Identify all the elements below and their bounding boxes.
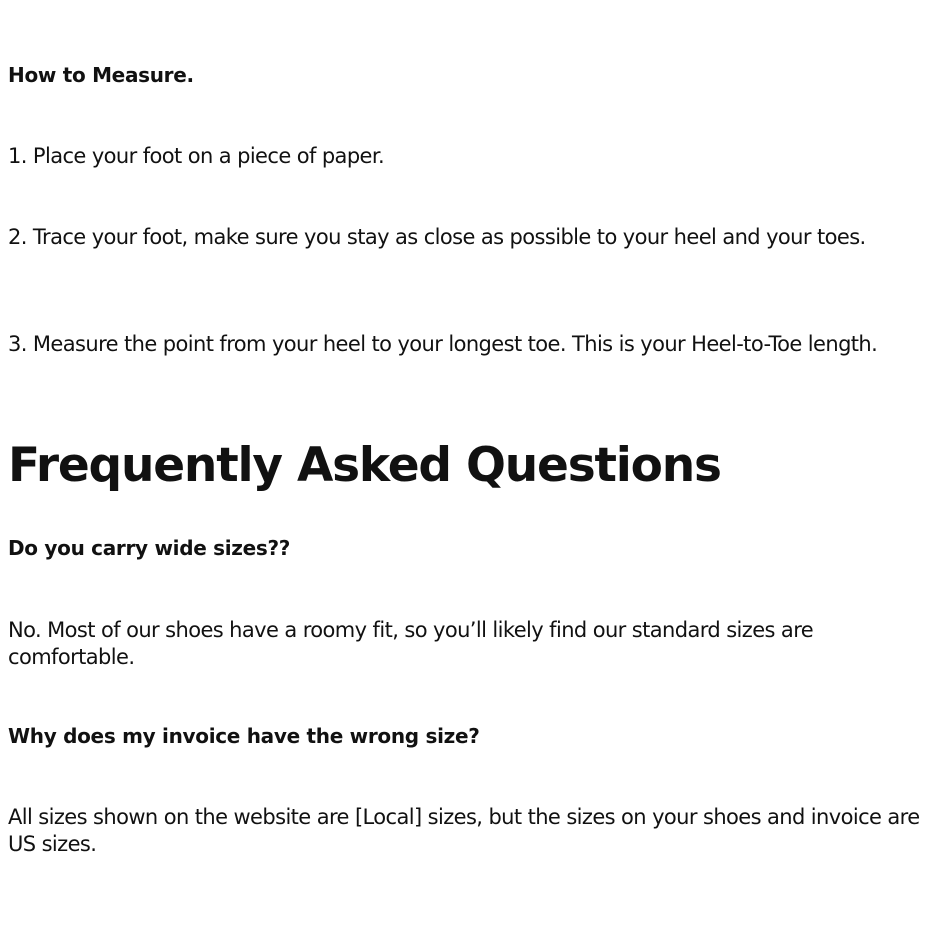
faq-question-wide-sizes: Do you carry wide sizes?? (8, 536, 291, 560)
faq-answer-invoice-size: All sizes shown on the website are [Local] sizes, but the sizes on your shoes and invoice are US sizes. (8, 805, 920, 856)
faq-answer-wide-sizes: No. Most of our shoes have a roomy fit, so you’ll likely find our standard sizes are comfortable. (8, 618, 814, 669)
measure-step-3: 3. Measure the point from your heel to your longest toe. This is your Heel-to-Toe length. (8, 332, 878, 356)
how-to-measure-heading: How to Measure. (8, 63, 194, 87)
faq-heading: Frequently Asked Questions (8, 438, 721, 493)
measure-step-2: 2. Trace your foot, make sure you stay as close as possible to your heel and your toes. (8, 225, 866, 249)
measure-step-1: 1. Place your foot on a piece of paper. (8, 144, 385, 168)
faq-question-invoice-size: Why does my invoice have the wrong size? (8, 724, 480, 748)
